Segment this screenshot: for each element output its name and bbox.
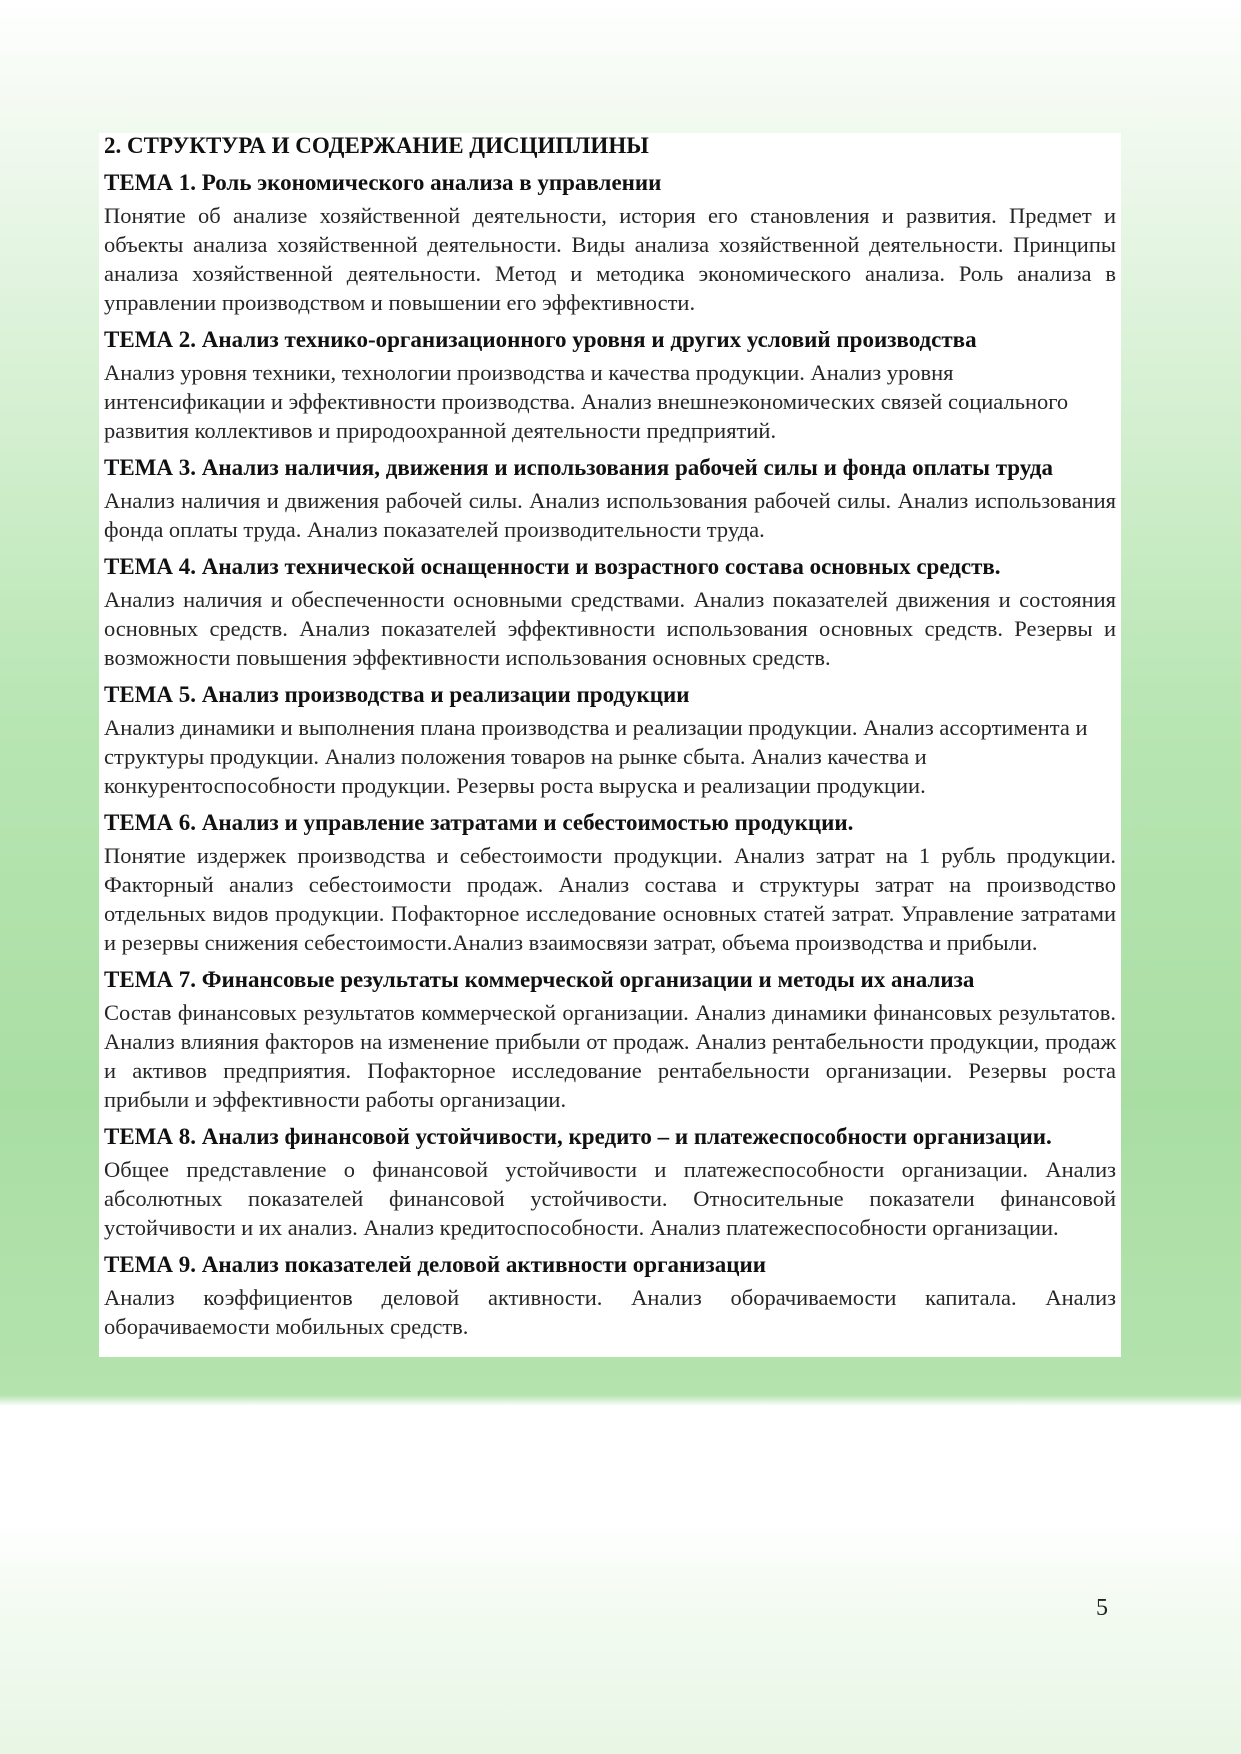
section-heading: ТЕМА 1. Роль экономического анализа в управлении	[104, 170, 662, 195]
section-body: Состав финансовых результатов коммерческой организации. Анализ динамики финансовых результатов. Анализ влияния факторов на изменение прибыли от продаж. Анализ рентабельности продукции, продаж и активов предприятия. Пофакторное исследование рентабельности организации. Резервы роста прибыли и эффективности работы организации.	[104, 1000, 1116, 1112]
section-heading: ТЕМА 4. Анализ технической оснащенности и возрастного состава основных средств.	[104, 554, 1001, 579]
section-body: Анализ наличия и обеспеченности основными средствами. Анализ показателей движения и состояния основных средств. Анализ показателей эффективности использования основных средств. Резервы и возможности повышения эффективности использования основных средств.	[104, 587, 1116, 670]
section-body: Анализ динамики и выполнения плана производства и реализации продукции. Анализ ассортимента и структуры продукции. Анализ положения товаров на рынке сбыта. Анализ качества и конкурентоспособности продукции. Резервы роста выруска и реализации продукции.	[104, 715, 1088, 798]
section-body: Анализ коэффициентов деловой активности. Анализ оборачиваемости капитала. Анализ оборачиваемости мобильных средств.	[104, 1285, 1116, 1339]
section-4	[104, 552, 1116, 672]
section-9	[104, 1250, 1116, 1341]
section-heading: ТЕМА 6. Анализ и управление затратами и себестоимостью продукции.	[104, 810, 854, 835]
section-body: Анализ уровня техники, технологии производства и качества продукции. Анализ уровня интенсификации и эффективности производства. Анализ внешнеэкономических связей социального развития коллективов и природоохранной деятельности предприятий.	[104, 360, 1069, 443]
section-6	[104, 808, 1116, 957]
section-heading: ТЕМА 9. Анализ показателей деловой активности организации	[104, 1252, 767, 1277]
section-2	[104, 325, 1116, 445]
section-7	[104, 965, 1116, 1114]
section-heading: ТЕМА 2. Анализ технико-организационного уровня и других условий производства	[104, 327, 977, 352]
section-3	[104, 453, 1116, 544]
page-number: 5	[1096, 1595, 1108, 1621]
section-1	[104, 168, 1116, 317]
section-8	[104, 1122, 1116, 1242]
page-content	[99, 133, 1121, 1357]
section-body: Общее представление о финансовой устойчивости и платежеспособности организации. Анализ абсолютных показателей финансовой устойчивости. Относительные показатели финансовой устойчивости и их анализ. Анализ кредитоспособности. Анализ платежеспособности организации.	[104, 1157, 1116, 1240]
section-heading: ТЕМА 5. Анализ производства и реализации продукции	[104, 682, 690, 707]
section-heading: ТЕМА 8. Анализ финансовой устойчивости, кредито – и платежеспособности организации.	[104, 1124, 1052, 1149]
section-body: Анализ наличия и движения рабочей силы. Анализ использования рабочей силы. Анализ использования фонда оплаты труда. Анализ показателей производительности труда.	[104, 488, 1116, 542]
section-heading: ТЕМА 3. Анализ наличия, движения и использования рабочей силы и фонда оплаты труда	[104, 455, 1053, 480]
page-title: 2. СТРУКТУРА И СОДЕРЖАНИЕ ДИСЦИПЛИНЫ	[104, 133, 649, 158]
section-body: Понятие издержек производства и себестоимости продукции. Анализ затрат на 1 рубль продукции. Факторный анализ себестоимости продаж. Анализ состава и структуры затрат на производство отдельных видов продукции. Пофакторное исследование основных статей затрат. Управление затратами и резервы снижения себестоимости.Анализ взаимосвязи затрат, объема производства и прибыли.	[104, 843, 1116, 955]
section-heading: ТЕМА 7. Финансовые результаты коммерческой организации и методы их анализа	[104, 967, 975, 992]
section-5	[104, 680, 1116, 800]
section-body: Понятие об анализе хозяйственной деятельности, история его становления и развития. Предмет и объекты анализа хозяйственной деятельности. Виды анализа хозяйственной деятельности. Принципы анализа хозяйственной деятельности. Метод и методика экономического анализа. Роль анализа в управлении производством и повышении его эффективности.	[104, 203, 1116, 315]
